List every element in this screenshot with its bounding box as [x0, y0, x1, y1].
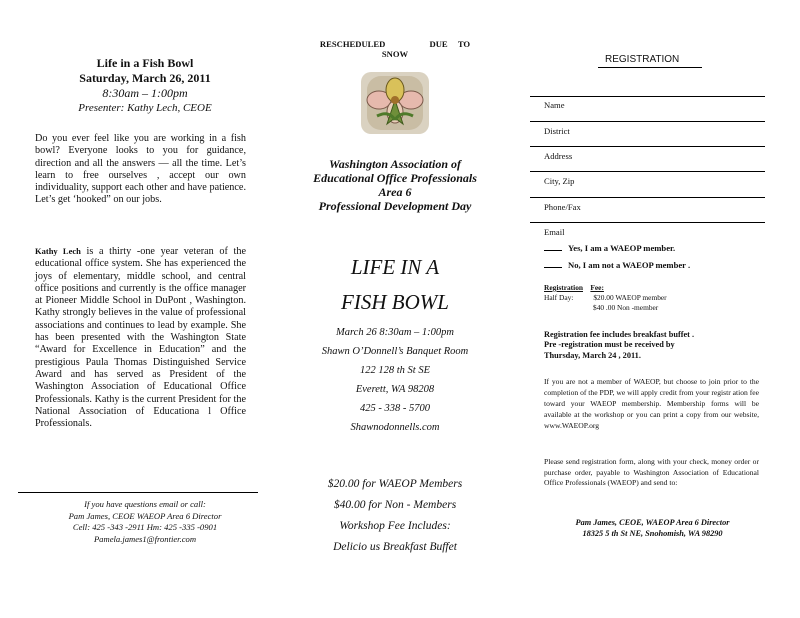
- member-no-blank[interactable]: [544, 267, 562, 268]
- fee-member-amount: $20.00 WAEOP member: [593, 293, 667, 302]
- phone-fax-field[interactable]: [530, 222, 765, 223]
- membership-note: If you are not a member of WAEOP, but choose to join prior to the completion of the PDP, we will apply credit from your registr ation fee toward your WAEOP membership. Membership forms will be available at the workshop or you can print a copy from our website, www.WAEOP.org: [544, 377, 759, 430]
- address-label: Address: [544, 151, 573, 161]
- org-line-1: Washington Association of: [328, 157, 462, 171]
- left-title-block: [30, 56, 260, 116]
- event-date-time: March 26 8:30am – 1:00pm: [335, 327, 454, 338]
- address-field[interactable]: [530, 171, 765, 172]
- registration-heading: REGISTRATION: [605, 54, 680, 65]
- event-phone: 425 - 338 - 5700: [360, 403, 430, 414]
- phone-fax-label: Phone/Fax: [544, 202, 581, 212]
- reg-note-line-1: Registration fee includes breakfast buffet .: [544, 330, 695, 339]
- name-field[interactable]: [530, 121, 765, 122]
- city-zip-label: City, Zip: [544, 176, 575, 186]
- workshop-date: Saturday, March 26, 2011: [79, 71, 211, 85]
- send-instructions: Please send registration form, along with your check, money order or purchase order, payable to Washington Association of Educational Office Professionals (WAEOP) and send to:: [544, 457, 759, 487]
- member-yes-option[interactable]: [544, 243, 675, 253]
- to-word: TO: [457, 39, 471, 49]
- contact-email[interactable]: Pamela.james1@frontier.com: [93, 533, 197, 544]
- workshop-title: Life in a Fish Bowl: [96, 56, 194, 70]
- fee-half-day: Half Day:: [544, 293, 574, 302]
- fee-non-member-amount: $40 .00 Non -member: [593, 303, 659, 312]
- fee-label-fee: Fee:: [590, 283, 604, 292]
- workshop-time: 8:30am – 1:00pm: [102, 86, 188, 100]
- mailing-address-line-2: 18325 5 th St NE, Snohomish, WA 98290: [582, 529, 723, 538]
- main-title-line-1: LIFE IN A: [350, 255, 440, 279]
- district-field[interactable]: [530, 146, 765, 147]
- price-non-member: $40.00 for Non - Members: [333, 499, 457, 511]
- event-city: Everett, WA 98208: [355, 384, 435, 395]
- contact-line-1: If you have questions email or call:: [84, 499, 206, 509]
- org-line-3: Area 6: [378, 185, 412, 199]
- city-zip-field[interactable]: [530, 197, 765, 198]
- member-yes-blank[interactable]: [544, 250, 562, 251]
- bio-name: Kathy Lech: [35, 246, 81, 256]
- form-top-line: [530, 96, 765, 97]
- snow-word: SNOW: [381, 49, 409, 59]
- presenter-line: Presenter: Kathy Lech, CEOE: [78, 102, 212, 114]
- price-member: $20.00 for WAEOP Members: [327, 478, 463, 490]
- pricing-block: [280, 474, 510, 558]
- intro-paragraph: Do you ever feel like you are working in a fish bowl? Everyone looks to you for guidance, direction and all the answers — all the time. Let’s learn to free ourselves , accept our own individuality, support each other and have patience. Let’s get ‘hooked” on our jobs.: [35, 133, 246, 206]
- main-title: [280, 250, 510, 320]
- event-website[interactable]: Shawnodonnells.com: [350, 422, 440, 433]
- registration-heading-underline: [598, 67, 702, 68]
- event-venue: Shawn O’Donnell’s Banquet Room: [321, 346, 469, 357]
- main-title-line-2: FISH BOWL: [341, 290, 449, 314]
- fee-table: [544, 283, 667, 313]
- due-word: DUE: [429, 39, 448, 49]
- event-details: [280, 323, 510, 437]
- email-label: Email: [544, 227, 565, 237]
- flower-clipart-icon: [357, 66, 433, 142]
- event-street: 122 128 th St SE: [360, 365, 430, 376]
- member-no-label: No, I am not a WAEOP member .: [568, 260, 691, 270]
- contact-line-3: Cell: 425 -343 -2911 Hm: 425 -335 -0901: [72, 522, 218, 532]
- bio-paragraph: [35, 245, 246, 430]
- member-yes-label: Yes, I am a WAEOP member.: [568, 243, 676, 253]
- breakfast-buffet: Delicio us Breakfast Buffet: [333, 541, 457, 553]
- rescheduled-word: RESCHEDULED: [319, 39, 386, 49]
- contact-block: [30, 499, 260, 545]
- district-label: District: [544, 126, 570, 136]
- registration-note: [544, 330, 759, 361]
- mailing-address: [530, 517, 775, 539]
- left-divider: [18, 492, 258, 493]
- reg-note-line-3: Thursday, March 24 , 2011.: [544, 350, 641, 360]
- member-no-option[interactable]: [544, 260, 690, 270]
- fee-label-registration: Registration: [544, 283, 583, 292]
- org-line-2: Educational Office Professionals: [313, 171, 477, 185]
- rescheduled-banner: [300, 39, 490, 59]
- mailing-address-line-1: Pam James, CEOE, WAEOP Area 6 Director: [575, 518, 730, 527]
- org-line-4: Professional Development Day: [318, 199, 472, 213]
- contact-line-2: Pam James, CEOE WAEOP Area 6 Director: [68, 510, 222, 521]
- name-label: Name: [544, 100, 565, 110]
- fee-includes: Workshop Fee Includes:: [339, 520, 451, 532]
- reg-note-line-2: Pre -registration must be received by: [544, 340, 675, 350]
- organization-block: [280, 157, 510, 213]
- bio-text: is a thirty -one year veteran of the educational office system. She has experienced the joys of elementary, middle school, and central office positions and currently is the office manager at Pioneer Middle School in DuPont , Washington. Kathy strongly believes in the value of professional associations and continues to lead by example. She has been presented with the Washington State “Award for Excellence in Education” and the prestigious Paula Thomas Distinguished Service Award and has served as President of the Washington Association of Educational Office Professionals. Kathy is the current President for the National Association of Educationa l Office Professionals.: [35, 246, 246, 430]
